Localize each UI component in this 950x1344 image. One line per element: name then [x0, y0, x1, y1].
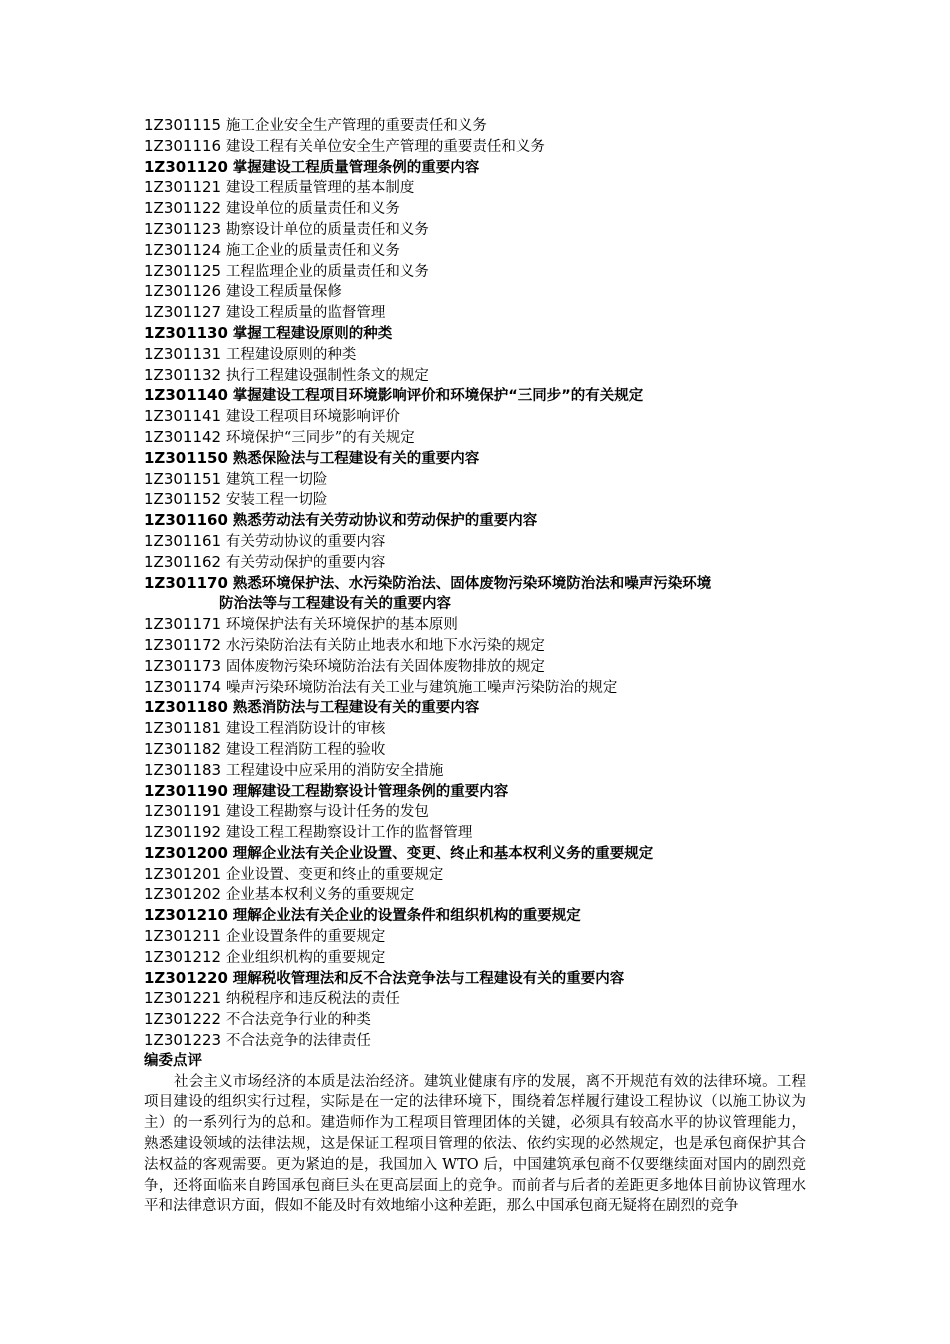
item-text: 掌握工程建设原则的种类 [232, 325, 393, 342]
item-code: 1Z301180 [144, 698, 228, 717]
outline-item [144, 136, 810, 157]
outline-item [144, 281, 810, 302]
outline-item [144, 489, 810, 510]
item-text: 施工企业安全生产管理的重要责任和义务 [225, 118, 487, 134]
item-text-continuation: 防治法等与工程建设有关的重要内容 [219, 596, 451, 613]
item-code: 1Z301201 [144, 864, 222, 883]
outline-heading [144, 323, 810, 344]
item-code: 1Z301140 [144, 386, 228, 405]
outline-heading [144, 157, 810, 178]
item-text: 建设工程工程勘察设计工作的监督管理 [225, 825, 473, 842]
outline-item [144, 635, 810, 656]
outline-item [144, 177, 810, 198]
item-text: 理解税收管理法和反不合法竞争法与工程建设有关的重要内容 [232, 970, 625, 987]
item-code: 1Z301120 [144, 157, 228, 176]
item-text: 熟悉劳动法有关劳动协议和劳动保护的重要内容 [232, 513, 538, 530]
item-text: 不合法竞争行业的种类 [225, 1012, 371, 1029]
item-code: 1Z301212 [144, 947, 222, 966]
outline-heading [144, 968, 810, 989]
item-text: 建设工程有关单位安全生产管理的重要责任和义务 [225, 138, 545, 155]
item-text: 工程建设中应采用的消防安全措施 [225, 762, 444, 779]
outline-item [144, 801, 810, 822]
item-text: 企业设置、变更和终止的重要规定 [225, 866, 444, 883]
item-text: 熟悉环境保护法、水污染防治法、固体废物污染环境防治法和噪声污染环境 [232, 575, 712, 592]
outline-item [144, 988, 810, 1009]
outline-item [144, 864, 810, 885]
item-text: 有关劳动保护的重要内容 [225, 554, 386, 571]
item-text: 执行工程建设强制性条文的规定 [225, 367, 429, 384]
outline-item [144, 219, 810, 240]
item-text: 工程建设原则的种类 [225, 346, 357, 363]
outline-item [144, 365, 810, 386]
item-code: 1Z301127 [144, 303, 222, 322]
item-code: 1Z301211 [144, 927, 222, 946]
item-code: 1Z301131 [144, 344, 222, 363]
item-code: 1Z301183 [144, 760, 222, 779]
item-text: 有关劳动协议的重要内容 [225, 533, 386, 550]
item-code: 1Z301161 [144, 531, 222, 550]
item-text: 企业组织机构的重要规定 [225, 949, 386, 966]
item-code: 1Z301122 [144, 199, 222, 218]
item-code: 1Z301222 [144, 1010, 222, 1029]
item-code: 1Z301125 [144, 261, 222, 280]
item-text: 建设工程勘察与设计任务的发包 [225, 804, 429, 821]
outline-heading [144, 448, 810, 469]
outline-item [144, 739, 810, 760]
item-text: 勘察设计单位的质量责任和义务 [225, 221, 429, 238]
item-code: 1Z301142 [144, 427, 222, 446]
outline-item [144, 240, 810, 261]
item-text: 水污染防治法有关防止地表水和地下水污染的规定 [225, 637, 545, 654]
item-text: 安装工程一切险 [225, 492, 328, 509]
item-code: 1Z301190 [144, 781, 228, 800]
outline-item [144, 760, 810, 781]
item-code: 1Z301132 [144, 365, 222, 384]
item-code: 1Z301115 [144, 116, 222, 134]
item-text: 不合法竞争的法律责任 [225, 1033, 371, 1050]
outline-item [144, 115, 810, 136]
item-code: 1Z301151 [144, 469, 222, 488]
item-text: 噪声污染环境防治法有关工业与建筑施工噪声污染防治的规定 [225, 679, 618, 696]
item-code: 1Z301191 [144, 802, 222, 821]
item-code: 1Z301221 [144, 989, 222, 1008]
item-code: 1Z301223 [144, 1031, 222, 1050]
outline-item [144, 427, 810, 448]
item-text: 工程监理企业的质量责任和义务 [225, 263, 429, 280]
item-text: 纳税程序和违反税法的责任 [225, 991, 400, 1008]
item-text: 建设工程质量管理的基本制度 [225, 180, 415, 197]
item-text: 环境保护法有关环境保护的基本原则 [225, 617, 458, 634]
item-text: 掌握建设工程项目环境影响评价和环境保护“三同步”的有关规定 [232, 388, 644, 405]
document-page [144, 115, 810, 1217]
item-code: 1Z301126 [144, 282, 222, 301]
outline-heading [144, 905, 810, 926]
item-text: 环境保护“三同步”的有关规定 [225, 429, 415, 446]
item-code: 1Z301192 [144, 823, 222, 842]
item-text: 建设单位的质量责任和义务 [225, 201, 400, 218]
item-text: 理解企业法有关企业的设置条件和组织机构的重要规定 [232, 908, 581, 925]
outline-item [144, 406, 810, 427]
outline-item [144, 614, 810, 635]
item-code: 1Z301182 [144, 739, 222, 758]
outline-item [144, 926, 810, 947]
outline-heading [144, 573, 810, 594]
item-text: 熟悉消防法与工程建设有关的重要内容 [232, 700, 480, 717]
item-code: 1Z301123 [144, 219, 222, 238]
item-text: 施工企业的质量责任和义务 [225, 242, 400, 259]
outline-item [144, 261, 810, 282]
item-text: 建设工程消防工程的验收 [225, 741, 386, 758]
outline-heading [144, 781, 810, 802]
item-code: 1Z301220 [144, 968, 228, 987]
outline-item [144, 344, 810, 365]
item-code: 1Z301171 [144, 615, 222, 634]
item-text: 掌握建设工程质量管理条例的重要内容 [232, 159, 480, 176]
item-code: 1Z301152 [144, 490, 222, 509]
outline-item [144, 531, 810, 552]
item-text: 熟悉保险法与工程建设有关的重要内容 [232, 450, 480, 467]
item-code: 1Z301141 [144, 407, 222, 426]
outline-item [144, 552, 810, 573]
item-text: 企业设置条件的重要规定 [225, 929, 386, 946]
item-text: 建筑工程一切险 [225, 471, 328, 488]
outline-item [144, 302, 810, 323]
item-text: 理解建设工程勘察设计管理条例的重要内容 [232, 783, 509, 800]
item-code: 1Z301121 [144, 178, 222, 197]
outline-list [144, 115, 810, 1051]
outline-heading [144, 510, 810, 531]
outline-item [144, 1030, 810, 1051]
outline-item [144, 884, 810, 905]
outline-item [144, 1009, 810, 1030]
outline-item [144, 718, 810, 739]
item-code: 1Z301116 [144, 136, 222, 155]
item-text: 建设工程质量保修 [225, 284, 342, 301]
item-code: 1Z301181 [144, 719, 222, 738]
outline-item [144, 656, 810, 677]
item-code: 1Z301162 [144, 552, 222, 571]
item-text: 建设工程消防设计的审核 [225, 721, 386, 738]
item-code: 1Z301150 [144, 448, 228, 467]
item-code: 1Z301172 [144, 635, 222, 654]
review-title: 编委点评 [144, 1052, 202, 1069]
item-code: 1Z301124 [144, 240, 222, 259]
item-code: 1Z301170 [144, 573, 228, 592]
outline-heading-continuation [144, 593, 810, 614]
item-code: 1Z301202 [144, 885, 222, 904]
item-text: 企业基本权利义务的重要规定 [225, 887, 415, 904]
review-paragraph: 社会主义市场经济的本质是法治经济。建筑业健康有序的发展，离不开规范有效的法律环境。工程项目建设的组织实行过程，实际是在一定的法律环境下，围绕着怎样履行建设工程协议（以施工协议为主）的一系列行为的总和。建造师作为工程项目管理团体的关键，必须具有较高水平的协议管理能力，熟悉建设领域的法律法规，这是保证工程项目管理的依法、依约实现的必然规定，也是承包商保护其合法权益的客观需要。更为紧迫的是，我国加入 WTO 后，中国建筑承包商不仅要继续面对国内的剧烈竞争，还将面临来自跨国承包商巨头在更高层面上的竞争。而前者与后者的差距更多地体目前协议管理水平和法律意识方面，假如不能及时有效地缩小这种差距，那么中国承包商无疑将在剧烈的竞争 [144, 1073, 806, 1215]
outline-item [144, 947, 810, 968]
outline-item [144, 822, 810, 843]
outline-item [144, 469, 810, 490]
item-code: 1Z301130 [144, 323, 228, 342]
outline-item [144, 198, 810, 219]
item-text: 固体废物污染环境防治法有关固体废物排放的规定 [225, 658, 545, 675]
item-code: 1Z301160 [144, 511, 228, 530]
outline-heading [144, 843, 810, 864]
outline-item [144, 677, 810, 698]
item-code: 1Z301210 [144, 906, 228, 925]
item-text: 理解企业法有关企业设置、变更、终止和基本权利义务的重要规定 [232, 845, 654, 862]
outline-heading [144, 697, 810, 718]
item-text: 建设工程质量的监督管理 [225, 305, 386, 322]
outline-heading [144, 385, 810, 406]
item-text: 建设工程项目环境影响评价 [225, 409, 400, 426]
item-code: 1Z301174 [144, 677, 222, 696]
item-code: 1Z301200 [144, 843, 228, 862]
item-code: 1Z301173 [144, 656, 222, 675]
